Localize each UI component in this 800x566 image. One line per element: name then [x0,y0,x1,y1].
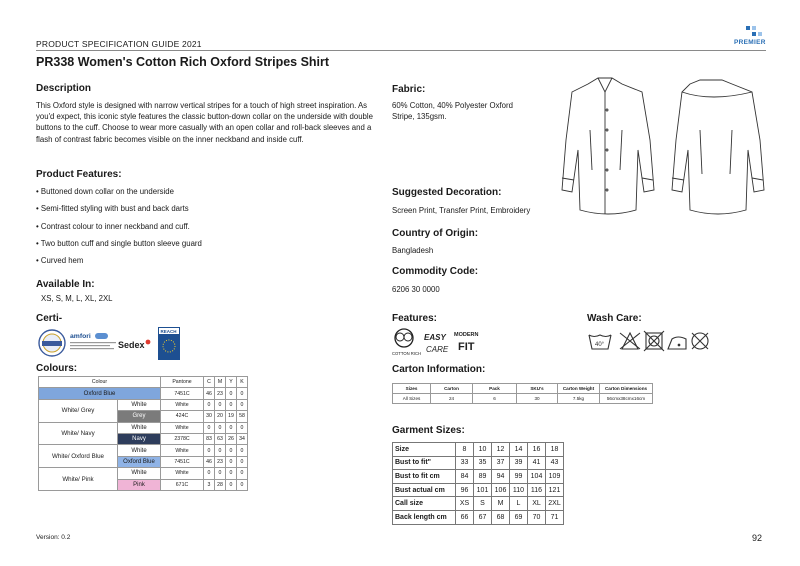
list-item: • Buttoned down collar on the underside [36,187,174,196]
table-header: Colour [39,377,161,388]
list-item: • Two button cuff and single button sleeve guard [36,238,202,248]
table-cell: 24 [431,394,473,404]
cmyk-cell: 0 [237,479,248,490]
table-cell: 33 [456,456,474,470]
table-cell: 35 [474,456,492,470]
cmyk-cell: 20 [215,411,226,422]
cmyk-cell: 46 [204,456,215,467]
wash-care-icons [588,329,713,353]
amfori-bsci-logo [70,333,116,349]
decoration-heading: Suggested Decoration: [392,187,502,198]
svg-text:40°: 40° [595,342,605,348]
shirt-illustration [550,70,772,220]
colour-group: White/ Grey [39,399,118,422]
table-header: Carton Weight [558,384,600,394]
cmyk-cell: 0 [215,468,226,479]
table-cell: 66 [456,510,474,524]
list-item: • Semi-fitted styling with bust and back darts [36,204,189,214]
cmyk-cell: 0 [204,468,215,479]
features-list [36,186,336,272]
cmyk-cell: 0 [226,388,237,399]
table-cell: 56cmx38cmx16cm [600,394,653,404]
pantone-cell: 2378C [161,433,204,444]
pantone-cell: White [161,422,204,433]
svg-text:EASY: EASY [424,333,446,342]
cmyk-cell: 46 [204,388,215,399]
svg-text:amfori: amfori [70,333,91,340]
list-item: • Curved hem [36,256,84,266]
garment-sizes-table [392,442,564,525]
colours-table [38,376,248,491]
table-cell: 14 [510,443,528,457]
features-icons-heading: Features: [392,313,438,324]
colour-swatch: White [118,422,161,433]
table-row [39,422,248,433]
list-item: • Contrast colour to inner neckband and cuff. [36,221,190,231]
cmyk-cell: 0 [204,399,215,410]
table-cell: 67 [474,510,492,524]
description-heading: Description [36,83,92,94]
table-cell: All Sizes [393,394,431,404]
cmyk-cell: 0 [215,422,226,433]
pantone-cell: 671C [161,479,204,490]
cmyk-cell: 19 [226,411,237,422]
table-header: Sizes [393,384,431,394]
table-header: Carton [431,384,473,394]
colour-group: White/ Navy [39,422,118,445]
svg-text:MODERN: MODERN [454,332,479,338]
feature-badges [390,326,490,362]
cotton-rich-label: COTTON RICH [392,351,422,356]
iron-low-icon [668,337,686,349]
no-bleach-icon [620,333,640,349]
table-cell: XL [528,497,546,511]
table-header: C [204,377,215,388]
cmyk-cell: 0 [237,399,248,410]
fabric-heading: Fabric: [392,84,426,95]
table-cell: 70 [528,510,546,524]
table-cell: 94 [492,470,510,484]
table-row [39,377,248,388]
table-cell: 8 [456,443,474,457]
cmyk-cell: 30 [204,411,215,422]
table-row [393,384,653,394]
commodity-text: 6206 30 0000 [392,285,440,294]
certi-heading: Certi- [36,313,63,324]
origin-heading: Country of Origin: [392,228,479,239]
table-cell: 109 [546,470,564,484]
table-cell: 16 [528,443,546,457]
table-cell: 69 [510,510,528,524]
available-heading: Available In: [36,279,95,290]
table-cell: 121 [546,483,564,497]
cmyk-cell: 0 [226,456,237,467]
table-cell: 6 [473,394,517,404]
reach-logo [158,327,180,360]
table-row [393,394,653,404]
row-label: Bust actual cm [393,483,456,497]
origin-text: Bangladesh [392,246,434,255]
garment-heading: Garment Sizes: [392,425,465,436]
table-row [393,470,564,484]
cmyk-cell: 23 [215,388,226,399]
table-cell: 7.5kg [558,394,600,404]
wash-40-icon [589,335,611,349]
cmyk-cell: 63 [215,433,226,444]
colour-swatch: Navy [118,433,161,444]
row-label: Back length cm [393,510,456,524]
table-header: Carton Dimensions [600,384,653,394]
svg-text:REACH: REACH [160,329,177,334]
description-text: This Oxford style is designed with narrow vertical stripes for a touch of high street inspiration. As you'd expect, this iconic style features the classic button-down collar on the underside with double buttons to the cuff. Choose to wear more casually with an open collar and roll-back sleeves and a flash of contrast fabric becomes visible on the inner neckband and inside cuff. [36,101,373,144]
table-cell: 30 [517,394,558,404]
no-tumble-dry-icon [644,331,664,351]
fabric-text: 60% Cotton, 40% Polyester Oxford Stripe, 135gsm. [392,101,513,122]
svg-text:Sedex: Sedex [118,340,145,350]
carton-table [392,383,653,404]
table-header: Pack [473,384,517,394]
table-row [39,445,248,456]
table-header: M [215,377,226,388]
cmyk-cell: 0 [204,422,215,433]
colour-swatch: Oxford Blue [118,456,161,467]
header-rule [36,50,766,51]
available-sizes: XS, S, M, L, XL, 2XL [41,294,113,303]
colour-swatch: Grey [118,411,161,422]
table-row [39,388,248,399]
colour-group: White/ Oxford Blue [39,445,118,468]
table-cell: 101 [474,483,492,497]
row-label: Bust to fit cm [393,470,456,484]
table-header: SKU's [517,384,558,394]
cmyk-cell: 0 [215,399,226,410]
row-label: Call size [393,497,456,511]
colour-swatch: Oxford Blue [39,388,161,399]
easy-care-icon [424,333,449,354]
cmyk-cell: 26 [226,433,237,444]
table-cell: 104 [528,470,546,484]
pantone-cell: White [161,445,204,456]
cmyk-cell: 0 [237,456,248,467]
cmyk-cell: 0 [226,399,237,410]
pantone-cell: 7451C [161,456,204,467]
cmyk-cell: 3 [204,479,215,490]
cmyk-cell: 0 [204,445,215,456]
commodity-heading: Commodity Code: [392,266,479,277]
cmyk-cell: 0 [215,445,226,456]
cmyk-cell: 34 [237,433,248,444]
table-row [393,456,564,470]
features-heading: Product Features: [36,169,122,180]
shirt-front-drawing [562,78,654,214]
cmyk-cell: 0 [226,468,237,479]
colours-heading: Colours: [36,363,78,374]
table-header: K [237,377,248,388]
table-cell: 89 [474,470,492,484]
wrap-logo-icon [39,330,65,356]
cmyk-cell: 0 [237,445,248,456]
page-number: 92 [752,533,763,543]
table-row [39,399,248,410]
table-cell: 96 [456,483,474,497]
table-row [393,443,564,457]
certification-logos [36,326,191,362]
pantone-cell: 424C [161,411,204,422]
svg-text:FIT: FIT [458,341,475,353]
shirt-back-drawing [672,80,764,214]
row-label: Bust to fit" [393,456,456,470]
cmyk-cell: 0 [226,445,237,456]
table-cell: 68 [492,510,510,524]
table-cell: 12 [492,443,510,457]
table-cell: M [492,497,510,511]
cmyk-cell: 0 [237,422,248,433]
cmyk-cell: 0 [226,479,237,490]
modern-fit-icon [454,332,478,353]
table-header: Y [226,377,237,388]
sedex-logo [118,340,150,350]
table-cell: 18 [546,443,564,457]
table-cell: 2XL [546,497,564,511]
no-dry-clean-icon [692,333,708,349]
table-cell: 106 [492,483,510,497]
table-row [393,497,564,511]
version-label: Version: 0.2 [36,534,71,541]
table-cell: 37 [492,456,510,470]
premier-logo [730,24,770,50]
table-cell: 39 [510,456,528,470]
table-cell: 116 [528,483,546,497]
table-cell: 84 [456,470,474,484]
row-label: Size [393,443,456,457]
svg-text:CARE: CARE [426,345,449,354]
colour-swatch: White [118,399,161,410]
decoration-text: Screen Print, Transfer Print, Embroidery [392,206,531,215]
colour-swatch: White [118,445,161,456]
table-row [39,468,248,479]
brand-name: PREMIER [734,39,766,46]
table-cell: S [474,497,492,511]
cmyk-cell: 0 [237,468,248,479]
cotton-rich-icon [392,329,421,356]
guide-title: PRODUCT SPECIFICATION GUIDE 2021 [36,39,202,49]
table-row [393,483,564,497]
colour-swatch: White [118,468,161,479]
cmyk-cell: 58 [237,411,248,422]
table-row [393,510,564,524]
wash-heading: Wash Care: [587,313,642,324]
colour-group: White/ Pink [39,468,118,491]
cmyk-cell: 23 [215,456,226,467]
cmyk-cell: 0 [237,388,248,399]
cmyk-cell: 28 [215,479,226,490]
cmyk-cell: 0 [226,422,237,433]
table-cell: 71 [546,510,564,524]
table-cell: XS [456,497,474,511]
pantone-cell: 7451C [161,388,204,399]
table-cell: L [510,497,528,511]
table-header: Pantone [161,377,204,388]
carton-heading: Carton Information: [392,364,486,375]
table-cell: 10 [474,443,492,457]
table-cell: 110 [510,483,528,497]
product-title: PR338 Women's Cotton Rich Oxford Stripes Shirt [36,55,330,69]
table-cell: 43 [546,456,564,470]
cmyk-cell: 83 [204,433,215,444]
table-cell: 41 [528,456,546,470]
colour-swatch: Pink [118,479,161,490]
pantone-cell: White [161,399,204,410]
pantone-cell: White [161,468,204,479]
table-cell: 99 [510,470,528,484]
